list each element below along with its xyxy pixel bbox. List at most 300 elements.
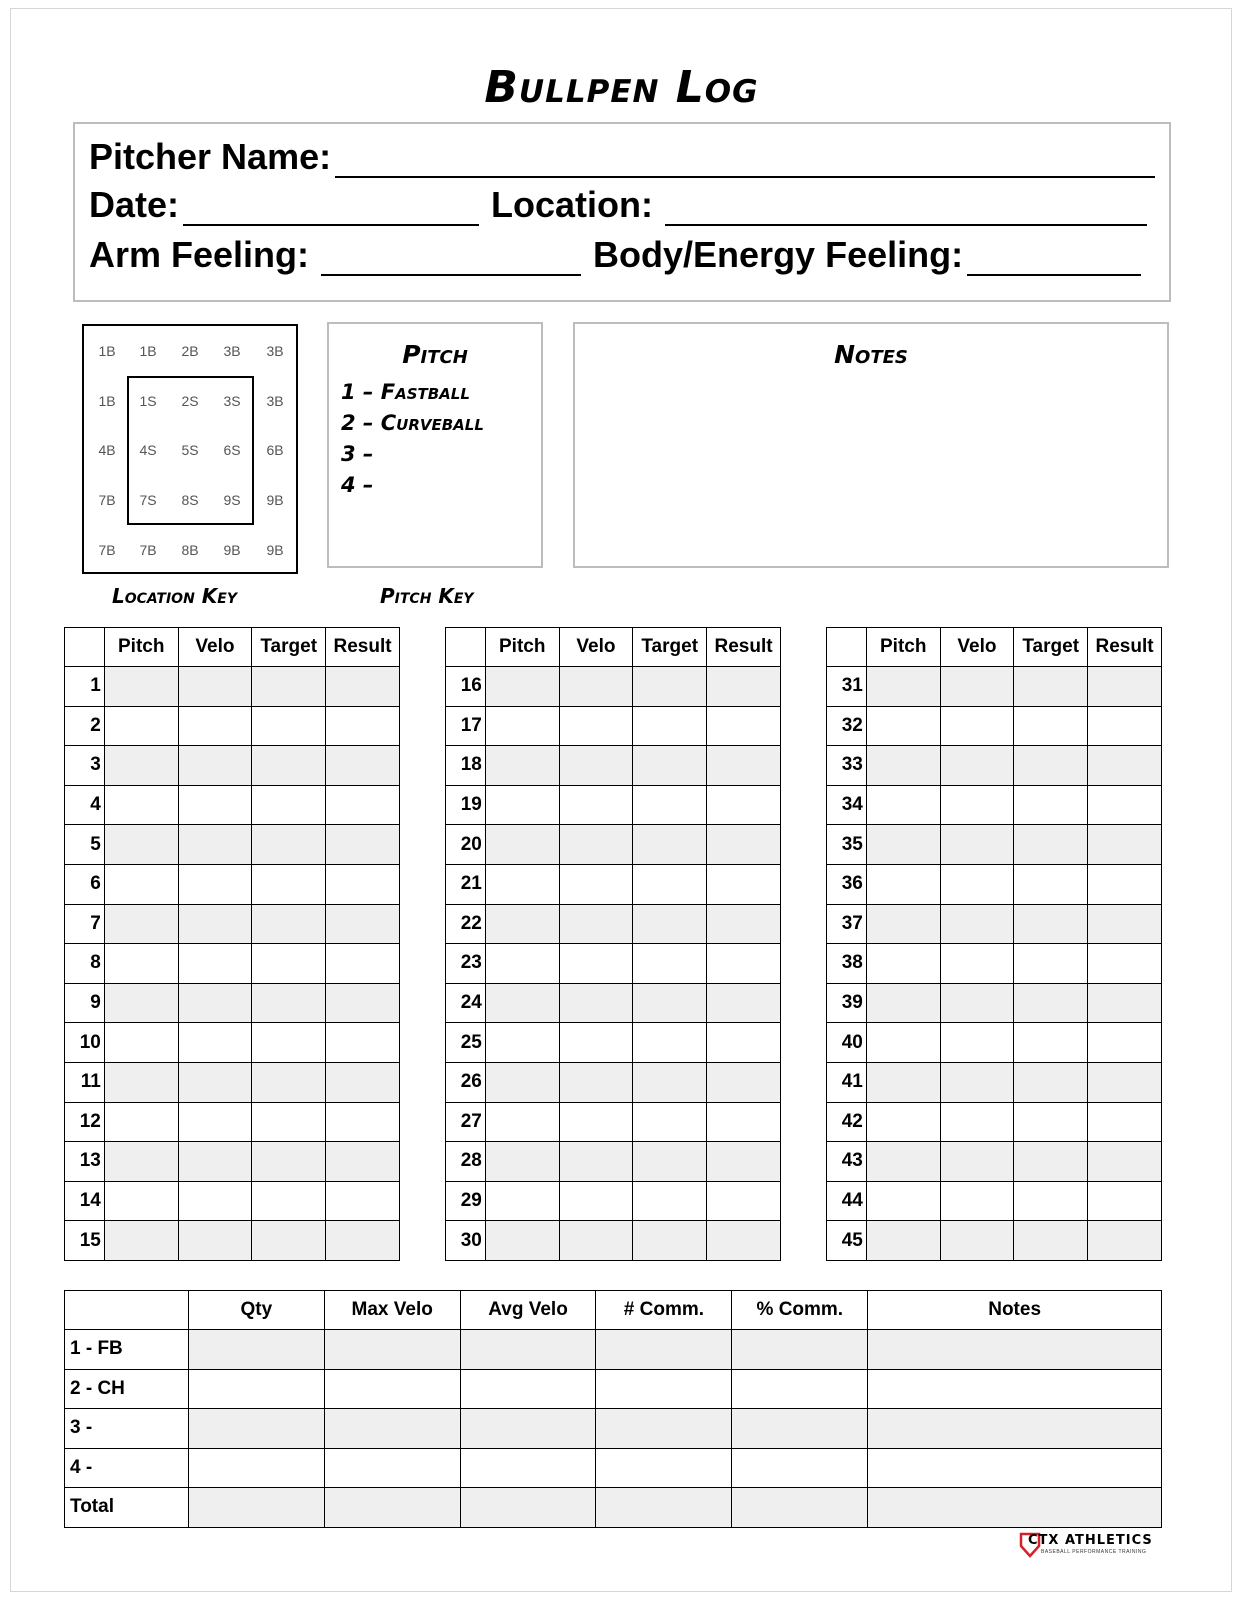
log-entry-cell[interactable]: [559, 785, 633, 825]
summary-entry-cell[interactable]: [596, 1488, 732, 1528]
log-entry-cell[interactable]: [559, 904, 633, 944]
log-entry-cell[interactable]: [559, 1023, 633, 1063]
body-feeling-field[interactable]: [967, 244, 1141, 276]
pitch-number: 7: [65, 904, 105, 944]
log-entry-cell[interactable]: [1088, 864, 1162, 904]
location-cell: 7S: [139, 492, 157, 508]
pitch-key-item: 2 – Curveball: [341, 411, 484, 435]
log-entry-cell[interactable]: [252, 667, 326, 707]
pitch-number: 18: [446, 746, 486, 786]
summary-entry-cell[interactable]: [460, 1369, 596, 1409]
pitcher-name-label: Pitcher Name:: [89, 136, 332, 177]
summary-entry-cell[interactable]: [732, 1409, 868, 1449]
table-row: [827, 825, 1162, 865]
pitch-number: 42: [827, 1102, 867, 1142]
summary-entry-cell[interactable]: [460, 1409, 596, 1449]
summary-column-header: # Comm.: [596, 1291, 732, 1330]
table-row: [65, 1142, 400, 1182]
pitch-number: 36: [827, 864, 867, 904]
log-entry-cell[interactable]: [1088, 1221, 1162, 1261]
log-entry-cell[interactable]: [485, 1023, 559, 1063]
log-entry-cell[interactable]: [104, 1181, 178, 1221]
summary-entry-cell[interactable]: [188, 1488, 324, 1528]
log-entry-cell[interactable]: [1088, 1142, 1162, 1182]
log-entry-cell[interactable]: [252, 944, 326, 984]
log-entry-cell[interactable]: [485, 864, 559, 904]
log-entry-cell[interactable]: [940, 864, 1014, 904]
log-entry-cell[interactable]: [940, 825, 1014, 865]
log-entry-cell[interactable]: [1014, 1023, 1088, 1063]
table-row: [65, 785, 400, 825]
log-entry-cell[interactable]: [104, 706, 178, 746]
date-label: Date:: [89, 184, 180, 225]
table-row: [446, 1062, 781, 1102]
pitch-number: 8: [65, 944, 105, 984]
log-entry-cell[interactable]: [178, 904, 252, 944]
log-entry-cell[interactable]: [178, 864, 252, 904]
log-entry-cell[interactable]: [559, 1102, 633, 1142]
summary-entry-cell[interactable]: [460, 1330, 596, 1370]
summary-entry-cell[interactable]: [596, 1409, 732, 1449]
log-entry-cell[interactable]: [1088, 706, 1162, 746]
log-entry-cell[interactable]: [252, 864, 326, 904]
table-row: [65, 1062, 400, 1102]
log-entry-cell[interactable]: [940, 1023, 1014, 1063]
pitcher-name-field[interactable]: [335, 146, 1155, 178]
log-entry-cell[interactable]: [633, 667, 707, 707]
summary-entry-cell[interactable]: [324, 1409, 460, 1449]
log-entry-cell[interactable]: [707, 706, 781, 746]
log-entry-cell[interactable]: [866, 785, 940, 825]
location-cell: 9B: [266, 492, 284, 508]
logo-name: CTX ATHLETICS: [1028, 1533, 1153, 1548]
body-feeling-label: Body/Energy Feeling:: [593, 234, 964, 275]
log-entry-cell[interactable]: [1088, 1023, 1162, 1063]
location-field[interactable]: [665, 194, 1147, 226]
log-entry-cell[interactable]: [1014, 1102, 1088, 1142]
table-row: [827, 983, 1162, 1023]
log-entry-cell[interactable]: [559, 825, 633, 865]
log-entry-cell[interactable]: [1014, 1221, 1088, 1261]
log-entry-cell[interactable]: [866, 1142, 940, 1182]
column-header: Result: [707, 628, 781, 667]
pitch-number: 24: [446, 983, 486, 1023]
table-row: [827, 667, 1162, 707]
log-entry-cell[interactable]: [326, 1023, 400, 1063]
log-entry-cell[interactable]: [485, 746, 559, 786]
log-entry-cell[interactable]: [1088, 1102, 1162, 1142]
log-entry-cell[interactable]: [252, 746, 326, 786]
log-entry-cell[interactable]: [707, 944, 781, 984]
log-entry-cell[interactable]: [326, 983, 400, 1023]
log-entry-cell[interactable]: [326, 944, 400, 984]
log-entry-cell[interactable]: [252, 1142, 326, 1182]
log-entry-cell[interactable]: [178, 1102, 252, 1142]
log-entry-cell[interactable]: [633, 746, 707, 786]
table-row: [65, 746, 400, 786]
log-entry-cell[interactable]: [252, 1062, 326, 1102]
log-entry-cell[interactable]: [485, 944, 559, 984]
log-entry-cell[interactable]: [866, 1062, 940, 1102]
pitch-log-table-3: [826, 627, 1162, 1261]
log-entry-cell[interactable]: [633, 1221, 707, 1261]
log-entry-cell[interactable]: [485, 1181, 559, 1221]
log-entry-cell[interactable]: [326, 1062, 400, 1102]
log-entry-cell[interactable]: [940, 1181, 1014, 1221]
log-entry-cell[interactable]: [178, 1142, 252, 1182]
log-entry-cell[interactable]: [940, 1221, 1014, 1261]
log-entry-cell[interactable]: [940, 944, 1014, 984]
summary-entry-cell[interactable]: [868, 1448, 1162, 1488]
table-row: [65, 944, 400, 984]
pitch-log-table-1: [64, 627, 400, 1261]
summary-entry-cell[interactable]: [868, 1409, 1162, 1449]
pitch-number: 6: [65, 864, 105, 904]
pitch-number: 1: [65, 667, 105, 707]
pitch-number: 13: [65, 1142, 105, 1182]
log-entry-cell[interactable]: [707, 983, 781, 1023]
log-entry-cell[interactable]: [104, 825, 178, 865]
log-entry-cell[interactable]: [1014, 944, 1088, 984]
pitch-number: 3: [65, 746, 105, 786]
log-entry-cell[interactable]: [559, 746, 633, 786]
log-entry-cell[interactable]: [326, 1102, 400, 1142]
log-entry-cell[interactable]: [485, 1142, 559, 1182]
summary-column-header: % Comm.: [732, 1291, 868, 1330]
table-row: [65, 1369, 1162, 1409]
log-entry-cell[interactable]: [707, 1221, 781, 1261]
log-entry-cell[interactable]: [326, 864, 400, 904]
log-entry-cell[interactable]: [707, 1142, 781, 1182]
log-entry-cell[interactable]: [178, 1181, 252, 1221]
log-entry-cell[interactable]: [559, 1181, 633, 1221]
summary-entry-cell[interactable]: [460, 1488, 596, 1528]
log-entry-cell[interactable]: [633, 825, 707, 865]
log-entry-cell[interactable]: [940, 706, 1014, 746]
log-entry-cell[interactable]: [707, 1023, 781, 1063]
log-entry-cell[interactable]: [866, 864, 940, 904]
log-entry-cell[interactable]: [485, 904, 559, 944]
log-entry-cell[interactable]: [104, 746, 178, 786]
log-entry-cell[interactable]: [866, 825, 940, 865]
log-entry-cell[interactable]: [1088, 746, 1162, 786]
summary-entry-cell[interactable]: [460, 1448, 596, 1488]
log-entry-cell[interactable]: [1088, 944, 1162, 984]
pitch-number: 16: [446, 667, 486, 707]
log-entry-cell[interactable]: [178, 706, 252, 746]
column-header: Result: [326, 628, 400, 667]
log-entry-cell[interactable]: [707, 746, 781, 786]
summary-entry-cell[interactable]: [188, 1330, 324, 1370]
log-entry-cell[interactable]: [940, 746, 1014, 786]
log-entry-cell[interactable]: [707, 864, 781, 904]
log-entry-cell[interactable]: [104, 1221, 178, 1261]
table-row: [65, 706, 400, 746]
pitch-number: 20: [446, 825, 486, 865]
summary-row-label: Total: [65, 1488, 189, 1528]
log-entry-cell[interactable]: [485, 983, 559, 1023]
log-entry-cell[interactable]: [1014, 706, 1088, 746]
summary-row-label: 1 - FB: [65, 1330, 189, 1370]
log-entry-cell[interactable]: [485, 825, 559, 865]
pitch-number: 38: [827, 944, 867, 984]
log-entry-cell[interactable]: [104, 904, 178, 944]
log-entry-cell[interactable]: [633, 1102, 707, 1142]
summary-entry-cell[interactable]: [188, 1409, 324, 1449]
table-row: [446, 746, 781, 786]
log-entry-cell[interactable]: [104, 864, 178, 904]
log-entry-cell[interactable]: [866, 944, 940, 984]
log-entry-cell[interactable]: [633, 1142, 707, 1182]
table-row: [446, 706, 781, 746]
log-entry-cell[interactable]: [326, 1142, 400, 1182]
log-entry-cell[interactable]: [1088, 825, 1162, 865]
log-entry-cell[interactable]: [559, 944, 633, 984]
table-row: [827, 1181, 1162, 1221]
pitch-number: 33: [827, 746, 867, 786]
row-number-header: [446, 628, 486, 667]
location-cell: 7B: [98, 542, 116, 558]
pitch-number: 29: [446, 1181, 486, 1221]
log-entry-cell[interactable]: [104, 1062, 178, 1102]
date-field[interactable]: [183, 194, 479, 226]
log-entry-cell[interactable]: [252, 825, 326, 865]
log-entry-cell[interactable]: [104, 983, 178, 1023]
pitch-number: 22: [446, 904, 486, 944]
log-entry-cell[interactable]: [178, 983, 252, 1023]
log-entry-cell[interactable]: [326, 825, 400, 865]
pitch-key-item: 3 –: [341, 442, 374, 466]
column-header: Result: [1088, 628, 1162, 667]
log-entry-cell[interactable]: [1088, 1062, 1162, 1102]
log-entry-cell[interactable]: [485, 1102, 559, 1142]
location-cell: 5S: [181, 442, 199, 458]
table-row: [446, 825, 781, 865]
log-entry-cell[interactable]: [633, 706, 707, 746]
log-entry-cell[interactable]: [559, 706, 633, 746]
table-row: [65, 1409, 1162, 1449]
summary-entry-cell[interactable]: [732, 1448, 868, 1488]
column-header: Target: [633, 628, 707, 667]
log-entry-cell[interactable]: [707, 904, 781, 944]
log-entry-cell[interactable]: [178, 1221, 252, 1261]
log-entry-cell[interactable]: [940, 1102, 1014, 1142]
log-entry-cell[interactable]: [485, 667, 559, 707]
log-entry-cell[interactable]: [633, 1062, 707, 1102]
log-entry-cell[interactable]: [866, 667, 940, 707]
log-entry-cell[interactable]: [866, 1023, 940, 1063]
log-entry-cell[interactable]: [1014, 864, 1088, 904]
log-entry-cell[interactable]: [1014, 667, 1088, 707]
log-entry-cell[interactable]: [1014, 983, 1088, 1023]
log-entry-cell[interactable]: [252, 706, 326, 746]
log-entry-cell[interactable]: [633, 904, 707, 944]
log-entry-cell[interactable]: [707, 785, 781, 825]
summary-column-header: Notes: [868, 1291, 1162, 1330]
log-entry-cell[interactable]: [326, 746, 400, 786]
log-entry-cell[interactable]: [1014, 1062, 1088, 1102]
summary-entry-cell[interactable]: [188, 1448, 324, 1488]
location-cell: 8S: [181, 492, 199, 508]
log-entry-cell[interactable]: [252, 785, 326, 825]
log-entry-cell[interactable]: [559, 1142, 633, 1182]
log-entry-cell[interactable]: [485, 785, 559, 825]
log-entry-cell[interactable]: [485, 1221, 559, 1261]
location-cell: 4B: [98, 442, 116, 458]
location-key-grid: [82, 324, 298, 574]
pitch-number: 37: [827, 904, 867, 944]
log-entry-cell[interactable]: [707, 1181, 781, 1221]
row-number-header: [827, 628, 867, 667]
log-entry-cell[interactable]: [326, 1221, 400, 1261]
log-entry-cell[interactable]: [326, 667, 400, 707]
log-entry-cell[interactable]: [559, 864, 633, 904]
log-entry-cell[interactable]: [866, 1181, 940, 1221]
arm-feeling-field[interactable]: [321, 244, 581, 276]
column-header: Velo: [940, 628, 1014, 667]
log-entry-cell[interactable]: [940, 904, 1014, 944]
log-entry-cell[interactable]: [104, 1023, 178, 1063]
log-entry-cell[interactable]: [633, 1023, 707, 1063]
pitch-number: 19: [446, 785, 486, 825]
log-entry-cell[interactable]: [104, 785, 178, 825]
pitch-number: 11: [65, 1062, 105, 1102]
log-entry-cell[interactable]: [559, 667, 633, 707]
log-entry-cell[interactable]: [866, 746, 940, 786]
log-entry-cell[interactable]: [707, 825, 781, 865]
pitch-key-item: 4 –: [341, 473, 374, 497]
log-entry-cell[interactable]: [1088, 904, 1162, 944]
log-entry-cell[interactable]: [178, 667, 252, 707]
log-entry-cell[interactable]: [866, 1221, 940, 1261]
log-entry-cell[interactable]: [104, 944, 178, 984]
pitch-number: 25: [446, 1023, 486, 1063]
log-entry-cell[interactable]: [866, 904, 940, 944]
log-entry-cell[interactable]: [1014, 1142, 1088, 1182]
location-key-caption: Location Key: [112, 584, 237, 608]
log-entry-cell[interactable]: [1014, 1181, 1088, 1221]
log-entry-cell[interactable]: [940, 983, 1014, 1023]
log-entry-cell[interactable]: [252, 1181, 326, 1221]
log-entry-cell[interactable]: [559, 1221, 633, 1261]
log-entry-cell[interactable]: [252, 983, 326, 1023]
log-entry-cell[interactable]: [1014, 904, 1088, 944]
log-entry-cell[interactable]: [633, 983, 707, 1023]
summary-entry-cell[interactable]: [324, 1488, 460, 1528]
log-entry-cell[interactable]: [940, 785, 1014, 825]
pitch-number: 26: [446, 1062, 486, 1102]
column-header: Pitch: [104, 628, 178, 667]
location-cell: 9B: [223, 542, 241, 558]
summary-entry-cell[interactable]: [596, 1369, 732, 1409]
log-entry-cell[interactable]: [178, 785, 252, 825]
table-row: [827, 904, 1162, 944]
log-entry-cell[interactable]: [485, 1062, 559, 1102]
log-entry-cell[interactable]: [326, 706, 400, 746]
summary-entry-cell[interactable]: [868, 1330, 1162, 1370]
log-entry-cell[interactable]: [326, 785, 400, 825]
log-entry-cell[interactable]: [326, 1181, 400, 1221]
log-entry-cell[interactable]: [633, 785, 707, 825]
table-row: [65, 1023, 400, 1063]
log-entry-cell[interactable]: [326, 904, 400, 944]
summary-entry-cell[interactable]: [732, 1369, 868, 1409]
log-entry-cell[interactable]: [633, 864, 707, 904]
summary-entry-cell[interactable]: [324, 1330, 460, 1370]
log-entry-cell[interactable]: [1088, 983, 1162, 1023]
pitch-key-box: [327, 322, 543, 568]
log-entry-cell[interactable]: [104, 667, 178, 707]
location-cell: 3B: [266, 393, 284, 409]
summary-entry-cell[interactable]: [324, 1369, 460, 1409]
log-entry-cell[interactable]: [866, 706, 940, 746]
log-entry-cell[interactable]: [485, 706, 559, 746]
log-entry-cell[interactable]: [178, 746, 252, 786]
summary-entry-cell[interactable]: [732, 1488, 868, 1528]
log-entry-cell[interactable]: [104, 1102, 178, 1142]
table-row: [827, 1102, 1162, 1142]
log-entry-cell[interactable]: [633, 1181, 707, 1221]
log-entry-cell[interactable]: [252, 1023, 326, 1063]
log-entry-cell[interactable]: [1088, 1181, 1162, 1221]
log-entry-cell[interactable]: [1088, 785, 1162, 825]
location-cell: 9S: [223, 492, 241, 508]
log-entry-cell[interactable]: [178, 944, 252, 984]
summary-row-label: 4 -: [65, 1448, 189, 1488]
log-entry-cell[interactable]: [940, 1062, 1014, 1102]
summary-entry-cell[interactable]: [188, 1369, 324, 1409]
log-entry-cell[interactable]: [178, 1062, 252, 1102]
log-entry-cell[interactable]: [1088, 667, 1162, 707]
log-entry-cell[interactable]: [1014, 785, 1088, 825]
log-entry-cell[interactable]: [866, 1102, 940, 1142]
summary-entry-cell[interactable]: [596, 1330, 732, 1370]
log-entry-cell[interactable]: [707, 1062, 781, 1102]
pitch-key-item: 1 – Fastball: [341, 380, 470, 404]
log-entry-cell[interactable]: [252, 904, 326, 944]
log-entry-cell[interactable]: [178, 1023, 252, 1063]
pitch-number: 14: [65, 1181, 105, 1221]
table-row: [827, 1142, 1162, 1182]
log-entry-cell[interactable]: [940, 1142, 1014, 1182]
summary-entry-cell[interactable]: [868, 1369, 1162, 1409]
summary-entry-cell[interactable]: [324, 1448, 460, 1488]
log-entry-cell[interactable]: [866, 983, 940, 1023]
table-row: [827, 706, 1162, 746]
log-entry-cell[interactable]: [104, 1142, 178, 1182]
log-entry-cell[interactable]: [559, 1062, 633, 1102]
table-row: [446, 1142, 781, 1182]
log-entry-cell[interactable]: [940, 667, 1014, 707]
log-entry-cell[interactable]: [707, 1102, 781, 1142]
summary-entry-cell[interactable]: [596, 1448, 732, 1488]
log-entry-cell[interactable]: [707, 667, 781, 707]
log-entry-cell[interactable]: [252, 1102, 326, 1142]
summary-entry-cell[interactable]: [868, 1488, 1162, 1528]
log-entry-cell[interactable]: [178, 825, 252, 865]
log-entry-cell[interactable]: [1014, 746, 1088, 786]
notes-box[interactable]: [573, 322, 1169, 568]
log-entry-cell[interactable]: [633, 944, 707, 984]
log-entry-cell[interactable]: [252, 1221, 326, 1261]
location-cell: 3B: [266, 343, 284, 359]
table-row: [446, 1023, 781, 1063]
log-entry-cell[interactable]: [559, 983, 633, 1023]
log-entry-cell[interactable]: [1014, 825, 1088, 865]
summary-entry-cell[interactable]: [732, 1330, 868, 1370]
location-cell: 3S: [223, 393, 241, 409]
location-cell: 2B: [181, 343, 199, 359]
